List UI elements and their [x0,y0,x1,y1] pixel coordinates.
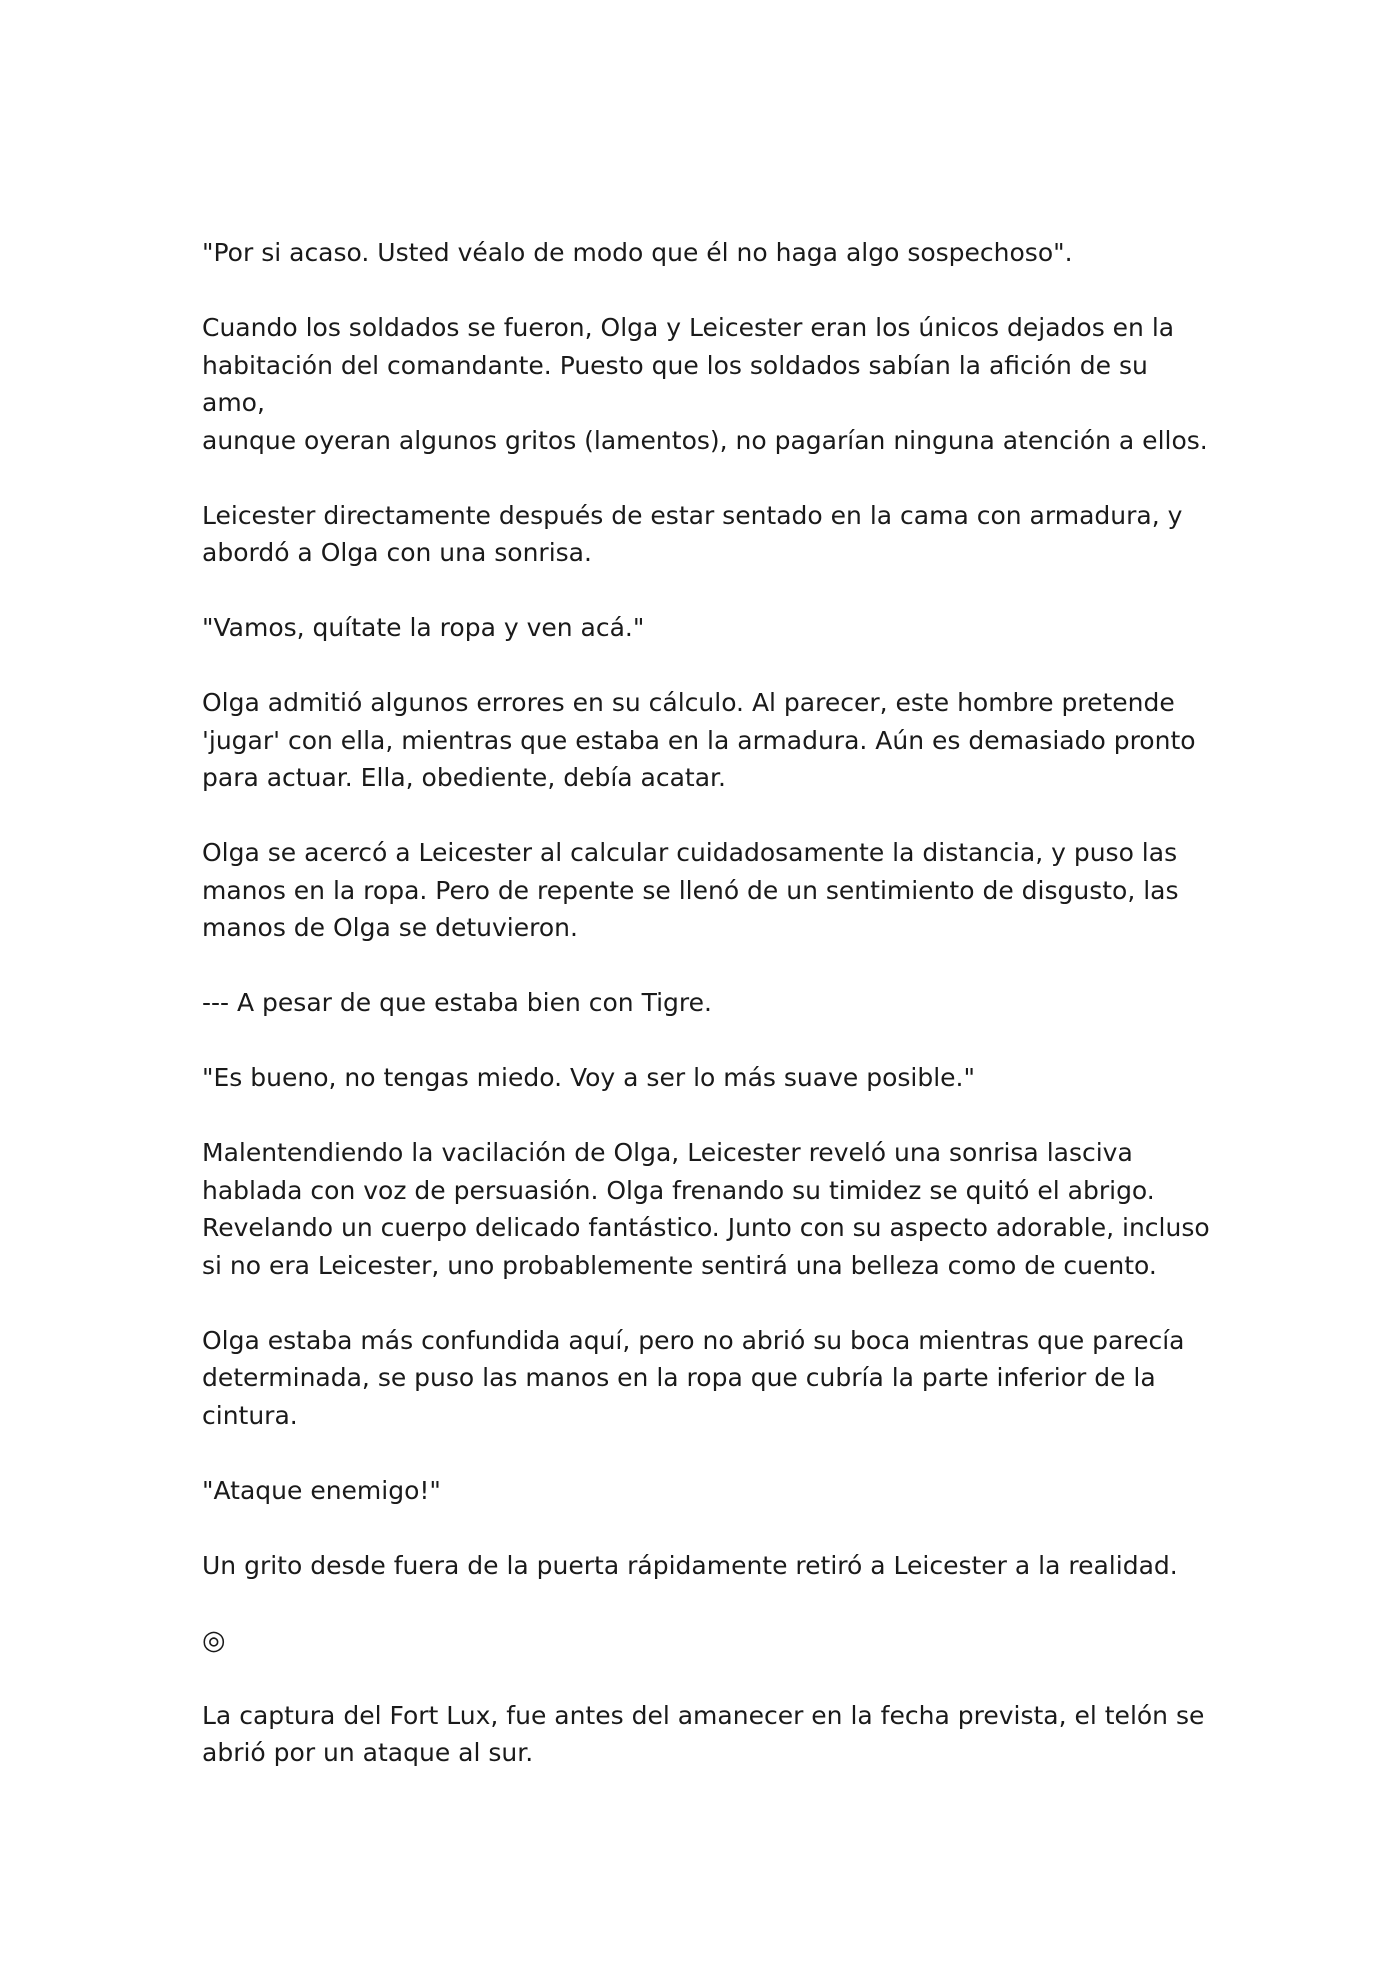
paragraph-4: "Vamos, quítate la ropa y ven acá." [202,613,645,642]
paragraph-5: Olga admitió algunos errores en su cálculo. Al parecer, este hombre pretende 'jugar' con ella, mientras que estaba en la armadura. Aún es demasiado pronto para actuar. Ella, obediente, debía acatar. [202,688,1196,792]
paragraph-6: Olga se acercó a Leicester al calcular cuidadosamente la distancia, y puso las manos en la ropa. Pero de repente se llenó de un sentimiento de disgusto, las manos de Olga se detuvieron. [202,838,1179,942]
paragraph-1: "Por si acaso. Usted véalo de modo que él no haga algo sospechoso". [202,238,1073,267]
paragraph-10: Olga estaba más confundida aquí, pero no abrió su boca mientras que parecía determinada, se puso las manos en la ropa que cubría la parte inferior de la cintura. [202,1325,1185,1430]
paragraph-13: La captura del Fort Lux, fue antes del amanecer en la fecha prevista, el telón se abrió por un ataque al sur. [202,1700,1205,1767]
paragraph-3: Leicester directamente después de estar sentado en la cama con armadura, y abordó a Olga con una sonrisa. [202,500,1183,567]
paragraph-11: "Ataque enemigo!" [202,1475,441,1505]
body-text [202,234,1212,1772]
paragraph-2: Cuando los soldados se fueron, Olga y Leicester eran los únicos dejados en la habitación del comandante. Puesto que los soldados sabían la afición de su amo, aunque oyeran algunos gritos (lamentos), no pagarían ninguna atención a ellos. [202,313,1208,455]
paragraph-7: --- A pesar de que estaba bien con Tigre. [202,988,712,1017]
paragraph-12: Un grito desde fuera de la puerta rápidamente retiró a Leicester a la realidad. [202,1550,1178,1580]
section-separator: ◎ [202,1624,226,1656]
paragraph-8: "Es bueno, no tengas miedo. Voy a ser lo más suave posible." [202,1063,975,1092]
paragraph-9: Malentendiendo la vacilación de Olga, Leicester reveló una sonrisa lasciva hablada con voz de persuasión. Olga frenando su timidez se quitó el abrigo. Revelando un cuerpo delicado fantástico. Junto con su aspecto adorable, incluso si no era Leicester, uno probablemente sentirá una belleza como de cuento. [202,1138,1210,1280]
